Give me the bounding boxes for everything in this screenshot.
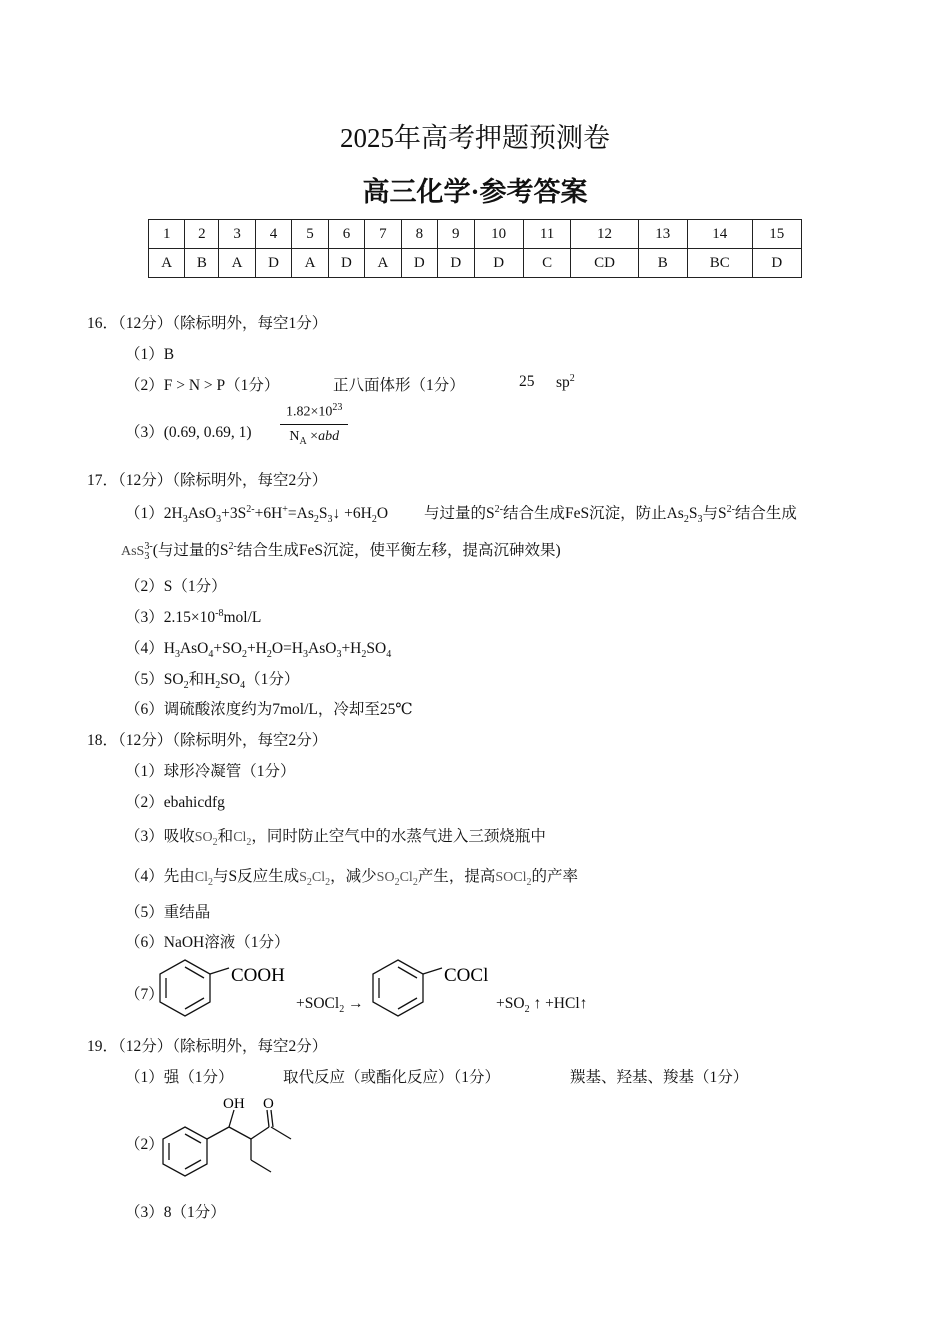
q17-part1-continuation: AsS$_3^{3-}$(与过量的$S^{2-}$结合生成FeS沉淀，使平衡左移，提高沉砷效果) [121,540,561,563]
page-title: 2025年高考押题预测卷 [340,123,610,153]
plus-socl2: +SOCl$_2$ → [296,995,364,1016]
q16-heading: 16．（12分）（除标明外，每空1分） [87,315,328,332]
answer-table-answer-cell: C [523,249,571,278]
answer-table-answer-cell: B [638,249,687,278]
q17-part1-equation: $(1)2H_3AsO_3+3S^{2-}+6H^+=As_2S_3↓ +6H_2O$ [125,503,389,526]
answer-table-number-cell: 11 [523,220,571,249]
answer-table-number-cell: 1 [149,220,185,249]
hydroxyl-label: OH [223,1096,245,1112]
q16-part3: （3）(0.69, 0.69, 1) [125,424,252,441]
q18-heading: 18．（12分）（除标明外，每空2分） [87,732,328,749]
q19-heading: 19．（12分）（除标明外，每空2分） [87,1038,328,1055]
q19-part3: （3）8（1分） [125,1204,226,1221]
cooh-label: COOH [231,965,285,986]
fraction-numerator: $1.82\times 10^{23}$ [280,402,348,425]
answer-table-answer-cell: D [255,249,291,278]
q17-part1-explanation: 与过量的$S^{2-}$结合生成FeS沉淀，防止$As_2S_3$与$S^{2-}$结合生成 [424,503,797,526]
answer-table-number-row [149,220,802,249]
answer-table-number-cell: 9 [438,220,474,249]
q18-part5: （5）重结晶 [125,904,211,921]
answer-table-answer-cell: D [752,249,801,278]
answer-table-number-cell: 2 [185,220,219,249]
answer-table-answer-cell: B [185,249,219,278]
benzoyl-chloride-structure [368,955,498,1020]
q19-part2-label: （2） [125,1136,164,1153]
q18-part3: （3）吸收$SO_2$和$Cl_2$，同时防止空气中的水蒸气进入三颈烧瓶中 [125,828,546,849]
q16-part1: （1）B [125,346,175,363]
answer-table-answer-cell: D [474,249,523,278]
answer-table-answer-cell: CD [571,249,638,278]
benzoic-acid-structure [155,955,305,1020]
answer-table-number-cell: 7 [365,220,401,249]
q17-part3: $(3)2.15\times 10^{-8}mol/L$ [125,607,262,626]
q19-part1-a: （1）强（1分） [125,1069,234,1086]
q16-part2-a: （2）F > N > P（1分） [125,377,280,394]
q17-part4: $(4)H_3AsO_4+SO_2+H_2O=H_3AsO_3+H_2SO_4$ [125,640,392,661]
q16-part2-c: 25 [519,373,535,390]
q16-part2-b: 正八面体形（1分） [333,377,465,394]
q16-density-fraction [280,402,348,446]
q19-part1-b: 取代反应（或酯化反应）（1分） [283,1069,501,1086]
q16-part2-d: $sp^2$ [556,373,575,392]
answer-table-answer-cell: A [365,249,401,278]
answer-table-number-cell: 14 [687,220,752,249]
answer-table-answer-cell: D [401,249,437,278]
answer-table-answer-cell: D [328,249,364,278]
q17-heading: 17．（12分）（除标明外，每空2分） [87,472,328,489]
fraction-denominator: $N_A \times abd$ [289,428,340,447]
answer-table-answer-cell: A [292,249,328,278]
carbonyl-oxygen-label: O [263,1096,274,1112]
answer-table-number-cell: 8 [401,220,437,249]
q17-part2: （2）S（1分） [125,578,227,595]
q17-part5: $(5)SO_2$和$H_2SO_4(1$分） [125,671,300,692]
answer-table-number-cell: 3 [219,220,255,249]
answer-table-answer-row [149,249,802,278]
q18-part1: （1）球形冷凝管（1分） [125,763,296,780]
answer-table-number-cell: 12 [571,220,638,249]
answer-table-answer-cell: A [149,249,185,278]
answer-table-number-cell: 4 [255,220,291,249]
q19-product-structure [155,1092,305,1182]
answer-table-number-cell: 15 [752,220,801,249]
answer-table-answer-cell: BC [687,249,752,278]
cocl-label: COCl [444,965,489,986]
page-subtitle: 高三化学·参考答案 [362,177,588,207]
answer-table-number-cell: 13 [638,220,687,249]
q18-part2: （2）ebahicdfg [125,794,225,811]
answer-table-answer-cell: A [219,249,255,278]
q17-part6: （6）调硫酸浓度约为7mol/L，冷却至25℃ [125,701,413,718]
q19-part1-c: 羰基、羟基、羧基（1分） [570,1069,749,1086]
q18-part7-label: （7） [125,986,164,1003]
answer-table-number-cell: 5 [292,220,328,249]
answer-table [148,219,802,278]
answer-table-answer-cell: D [438,249,474,278]
answer-table-number-cell: 6 [328,220,364,249]
q18-part4: （4）先由$Cl_2$与S反应生成$S_2Cl_2$，减少$SO_2Cl_2$产生，提高SOCl$_2$的产率 [125,868,578,889]
q18-part6: （6）NaOH溶液（1分） [125,934,290,951]
answer-table-number-cell: 10 [474,220,523,249]
byproducts: $+SO_2$ ↑ +HCl↑ [496,995,588,1016]
